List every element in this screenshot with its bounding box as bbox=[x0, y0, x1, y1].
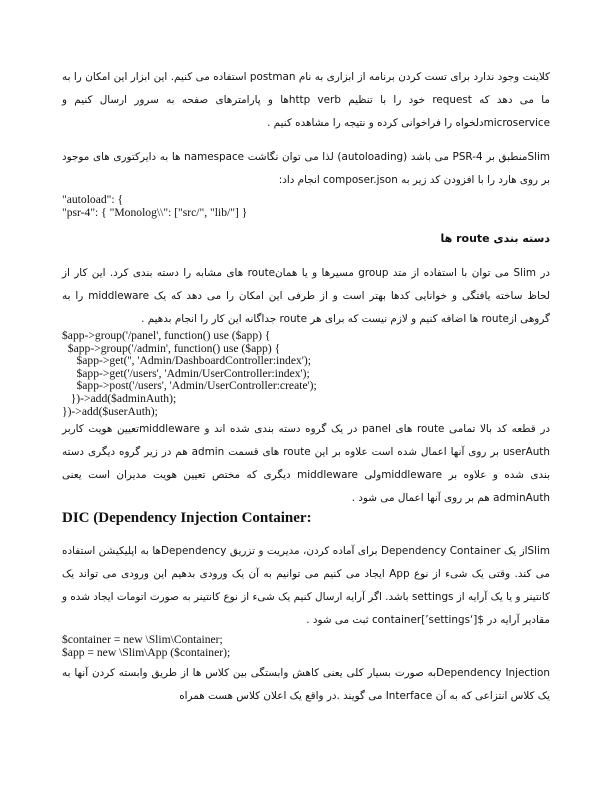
code-route-groups: $app->group('/panel', function() use ($app) { $app->group('/admin', function() use ($app) { $app->get('', 'Admin/DashboardController:index'); $app->get('/users', 'Admin/UserController:index'); $app->post('/users', 'Admin/UserController:create'); })->add($adminAuth); })->add($userAuth); bbox=[62, 329, 317, 418]
paragraph-postman: کلاینت وجود ندارد برای تست کردن برنامه از ابزاری به نام postman استفاده می کنیم. این ابزار این امکان را به ما می دهد که request خود را با تنظیم http verbها و پارامترهای صفحه به سرور ارسال کنیم و microserviceدلخواه را فراخوانی کرده و نتیجه را مشاهده کنیم . bbox=[62, 71, 550, 129]
code-container: $container = new \Slim\Container; $app = new \Slim\App ($container); bbox=[62, 633, 231, 659]
heading-route-groups: دسته بندی route ها bbox=[440, 232, 550, 245]
paragraph-middleware: در قطعه کد بالا تمامی route های panel در یک گروه دسته بندی شده اند و middlewareتعیین هویت کاربر userAuth بر روی آنها اعمال شده است علاوه بر این route های قسمت admin هم در زیر گروه دیگری دسته بندی شده و علاوه بر middlewareولی middleware دیگری که مختص تعیین هویت مدیران است یعنی adminAuth هم بر روی آنها اعمال می شود . bbox=[62, 423, 551, 504]
code-autoload: "autoload": { "psr-4": { "Monolog\\": ["src/", "lib/"] } bbox=[62, 193, 248, 219]
heading-dic: DIC (Dependency Injection Container: bbox=[62, 510, 312, 526]
paragraph-dependency-injection: Dependency Injectionبه صورت بسیار کلی یعنی کاهش وابستگی بین کلاس ها از طریق وابسته کردن آنها به یک کلاس انتزاعی که به آن Interface می گویند .در واقع یک اعلان کلاس هست همراه bbox=[62, 667, 550, 702]
paragraph-dependency-container: Slimاز یک Dependency Container برای آماده کردن، مدیریت و تزریق Dependencyها به اپلیکیشن استفاده می کند. وقتی یک شیء از نوع App ایجاد می کنیم می توانیم به آن یک ورودی بدهیم این ورودی می تواند یک کانتینر و یا یک آرایه از settings باشد. اگر آرایه ارسال کنیم یک شیء از نوع کانتینر به صورت اتومات ایجاد شده و مقادیر آرایه در $[‘settings’]container ثبت می شود . bbox=[62, 545, 550, 626]
paragraph-route-groups: در Slim می توان با استفاده از متد group مسیرها و یا همانroute های مشابه را دسته بندی کرد. این کار از لحاظ ساخته یافتگی و خوانایی کدها بهتر است و از طرفی این امکان را می دهد که یک middleware را به گروهی ازroute ها اضافه کنیم و لازم نیست که برای هر route جداگانه این کار را انجام بدهیم . bbox=[62, 267, 550, 325]
paragraph-psr4: Slimمنطبق بر PSR-4 می باشد (autoloading) لذا می توان نگاشت namespace ها به دایرکتوری های موجود بر روی هارد را با افزودن کد زیر به composer.json انجام داد: bbox=[62, 151, 550, 186]
